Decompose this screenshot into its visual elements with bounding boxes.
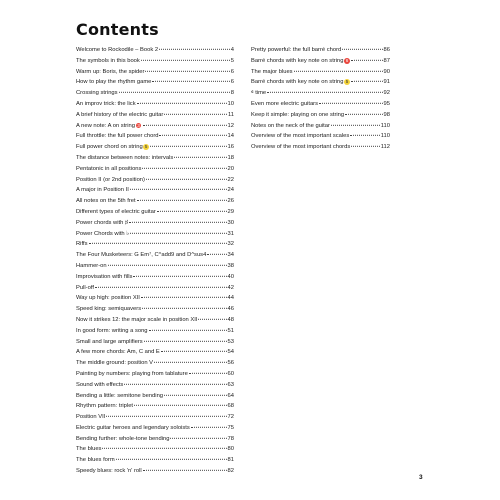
toc-entry[interactable]	[251, 131, 390, 142]
dot-leader	[142, 308, 226, 309]
toc-entry[interactable]	[76, 326, 234, 337]
dot-leader	[143, 470, 227, 471]
dot-leader	[145, 70, 229, 71]
dot-leader	[130, 189, 227, 190]
toc-entry[interactable]	[76, 369, 234, 380]
toc-entry[interactable]	[76, 293, 234, 304]
toc-page-number: 82	[227, 468, 234, 475]
toc-page-number: 53	[227, 338, 234, 345]
toc-entry-title: Even more electric guitars	[251, 100, 319, 107]
toc-entry[interactable]	[76, 283, 234, 294]
toc-entry-title: Full throttle: the full power chord	[76, 133, 159, 140]
toc-entry[interactable]	[76, 229, 234, 240]
toc-page-number: 31	[227, 230, 234, 237]
toc-page-number: 63	[227, 381, 234, 388]
string-number-badge: 3	[137, 122, 140, 128]
toc-entry-title: Crossing strings	[76, 90, 118, 97]
toc-entry-title: Overview of the most important scales	[251, 133, 350, 140]
toc-entry[interactable]	[76, 207, 234, 218]
toc-page-number: 26	[227, 198, 234, 205]
toc-entry[interactable]	[76, 239, 234, 250]
toc-entry[interactable]	[251, 99, 390, 110]
toc-entry-title: How to play the rhythm game	[76, 79, 152, 86]
dot-leader	[89, 243, 227, 244]
toc-entry-title: Barré chords with key note on string	[251, 57, 344, 64]
toc-entry[interactable]	[76, 315, 234, 326]
toc-entry[interactable]	[76, 110, 234, 121]
toc-page-number: 51	[227, 327, 234, 334]
toc-entry[interactable]	[76, 412, 234, 423]
toc-page-number: 81	[227, 457, 234, 464]
dot-leader	[102, 448, 226, 449]
toc-page-number: 18	[227, 154, 234, 161]
toc-entry-title: Overview of the most important chords	[251, 144, 351, 151]
toc-page-number: 29	[227, 208, 234, 215]
dot-leader	[157, 211, 227, 212]
toc-entry[interactable]	[251, 45, 390, 56]
toc-entry[interactable]	[76, 272, 234, 283]
toc-page-number: 68	[227, 403, 234, 410]
toc-page-number: 95	[383, 100, 390, 107]
dot-leader	[141, 297, 227, 298]
dot-leader	[191, 427, 227, 428]
toc-entry[interactable]	[251, 67, 390, 78]
toc-entry[interactable]	[76, 196, 234, 207]
toc-page-number: 32	[227, 241, 234, 248]
toc-page-number: 30	[227, 219, 234, 226]
toc-entry-title: Sound with effects	[76, 381, 124, 388]
toc-entry[interactable]	[76, 131, 234, 142]
dot-leader	[331, 124, 380, 125]
dot-leader	[342, 49, 382, 50]
dot-leader	[134, 405, 227, 406]
dot-leader	[351, 81, 382, 82]
dot-leader	[164, 114, 227, 115]
toc-page-number: 46	[227, 306, 234, 313]
dot-leader	[189, 373, 227, 374]
toc-page-number: 110	[380, 133, 390, 140]
dot-leader	[106, 416, 226, 417]
dot-leader	[119, 92, 230, 93]
toc-page-number: 5	[230, 57, 234, 64]
toc-entry-title: Rhythm pattern: triplet	[76, 403, 134, 410]
dot-leader	[146, 178, 227, 179]
toc-entry[interactable]	[76, 164, 234, 175]
dot-leader	[154, 362, 227, 363]
toc-entry[interactable]	[251, 77, 390, 88]
dot-leader	[152, 81, 229, 82]
toc-entry[interactable]	[251, 110, 390, 121]
dot-leader	[142, 168, 226, 169]
dot-leader	[174, 157, 226, 158]
toc-entry-title: Different types of electric guitar	[76, 208, 156, 215]
toc-page-number: 90	[383, 68, 390, 75]
toc-entry-title: Pretty powerful: the full barré chord	[251, 47, 342, 53]
toc-entry[interactable]	[76, 142, 234, 153]
dot-leader	[319, 103, 383, 104]
dot-leader	[129, 222, 227, 223]
dot-leader	[351, 146, 380, 147]
toc-entry-title: Bending further: whole-tone bending	[76, 435, 170, 442]
toc-page-number: 11	[227, 111, 234, 118]
toc-entry-title: Hammer-on	[76, 262, 107, 269]
toc-entry-title: Warm up: Boris, the spider	[76, 68, 145, 75]
toc-page-number: 14	[227, 133, 234, 140]
toc-entry[interactable]	[76, 380, 234, 391]
dot-leader	[116, 459, 227, 460]
toc-entry-title: Way up high: position XII	[76, 295, 140, 302]
toc-entry-title: The blues	[76, 446, 102, 453]
toc-entry-title: Pentatonic in all positions	[76, 165, 142, 172]
toc-entry[interactable]	[76, 153, 234, 164]
toc-entry-title: A major in Position II	[76, 187, 129, 194]
toc-entry[interactable]	[76, 347, 234, 358]
dot-leader	[345, 114, 382, 115]
string-number-badge: 6	[345, 57, 349, 63]
toc-entry[interactable]	[76, 304, 234, 315]
dot-leader	[149, 330, 227, 331]
toc-entry-title: Keep it simple: playing on one string	[251, 111, 345, 118]
toc-entry[interactable]	[76, 218, 234, 229]
toc-entry-title: Electric guitar heroes and legendary soloists	[76, 424, 190, 431]
toc-page-number: 44	[227, 295, 234, 302]
toc-entry-title: Painting by numbers: playing from tablature	[76, 370, 188, 377]
toc-entry-title: Improvisation with fills	[76, 273, 133, 280]
toc-entry[interactable]	[76, 401, 234, 412]
toc-entry-title: A brief history of the electric guitar	[76, 111, 164, 118]
dot-leader	[161, 351, 227, 352]
toc-page-number: 6	[230, 79, 234, 86]
toc-entry-title: The Four Musketeers: G Em⁷, C^add9 and D^sus4	[76, 252, 207, 259]
dot-leader	[170, 437, 226, 438]
toc-entry[interactable]	[76, 99, 234, 110]
toc-entry-title: Bending a little: semitone bending	[76, 392, 164, 399]
dot-leader	[137, 103, 227, 104]
dot-leader	[141, 60, 230, 61]
page-number: 3	[419, 474, 423, 481]
toc-page-number: 8	[230, 90, 234, 97]
toc-entry-title: The blues form	[76, 457, 115, 464]
toc-entry[interactable]	[76, 455, 234, 466]
dot-leader	[143, 124, 227, 125]
toc-page-number: 98	[383, 111, 390, 118]
toc-page-number: 87	[383, 57, 390, 64]
toc-entry[interactable]	[76, 45, 234, 56]
toc-page-number: 38	[227, 262, 234, 269]
toc-entry[interactable]	[76, 261, 234, 272]
toc-entry-title: Now it strikes 12: the major scale in position XII	[76, 316, 198, 323]
dot-leader	[95, 286, 227, 287]
dot-leader	[198, 319, 226, 320]
toc-entry[interactable]	[76, 185, 234, 196]
toc-entry-title: Position II (or 2nd position)	[76, 176, 145, 183]
toc-entry[interactable]	[251, 121, 390, 132]
dot-leader	[144, 340, 227, 341]
toc-entry-title: A new note: A on string	[76, 122, 135, 129]
string-number-badge: 5	[144, 144, 148, 150]
toc-column-left	[76, 45, 234, 477]
dot-leader	[351, 60, 382, 61]
toc-entry-title: Speed king: semiquavers	[76, 306, 142, 313]
toc-entry[interactable]	[76, 337, 234, 348]
dot-leader	[124, 384, 226, 385]
dot-leader	[164, 394, 227, 395]
dot-leader	[108, 265, 227, 266]
toc-entry[interactable]	[76, 121, 234, 132]
dot-leader	[133, 276, 226, 277]
toc-page-number: 40	[227, 273, 234, 280]
dot-leader	[137, 200, 227, 201]
toc-page-number: 4	[230, 47, 234, 53]
toc-page-number: 12	[227, 122, 234, 129]
toc-entry-title: 𝄴 time	[251, 90, 267, 97]
dot-leader	[294, 70, 383, 71]
toc-entry-title: Position VII	[76, 414, 106, 421]
toc-page-number: 75	[227, 424, 234, 431]
toc-entry[interactable]	[76, 434, 234, 445]
toc-entry-title: The distance between notes: intervals	[76, 154, 174, 161]
toc-entry-title: Barré chords with key note on string	[251, 79, 344, 86]
toc-entry-title: Power Chords with ♭	[76, 230, 129, 237]
toc-page-number: 92	[383, 90, 390, 97]
toc-entry-title: Pull-off	[76, 284, 94, 291]
toc-entry-title: Small and large amplifiers	[76, 338, 143, 345]
dot-leader	[267, 92, 382, 93]
toc-page-number: 48	[227, 316, 234, 323]
toc-entry-title: Notes on the neck of the guitar	[251, 122, 330, 129]
toc-entry-title: In good form: writing a song	[76, 327, 148, 334]
toc-entry[interactable]	[76, 466, 234, 477]
toc-entry[interactable]	[76, 358, 234, 369]
toc-entry-title: The middle ground: position V	[76, 360, 154, 367]
toc-page-number: 6	[230, 68, 234, 75]
toc-entry[interactable]	[76, 175, 234, 186]
toc-page-number: 16	[227, 144, 234, 151]
toc-page-number: 112	[380, 144, 390, 151]
toc-entry-title: The major blues	[251, 68, 293, 75]
dot-leader	[350, 135, 379, 136]
toc-entry-title: Full power chord on string	[76, 144, 143, 151]
toc-entry-title: Power chords with ♯	[76, 219, 128, 226]
toc-entry[interactable]	[76, 391, 234, 402]
toc-page-number: 20	[227, 165, 234, 172]
toc-entry-title: Welcome to Rockodile – Book 2	[76, 47, 159, 53]
toc-entry[interactable]	[76, 88, 234, 99]
contents-title: Contents	[76, 20, 159, 39]
toc-entry-title: Riffs	[76, 241, 88, 248]
toc-page-number: 10	[227, 100, 234, 107]
toc-page-number: 22	[227, 176, 234, 183]
toc-entry[interactable]	[76, 56, 234, 67]
toc-page-number: 34	[227, 252, 234, 259]
toc-entry[interactable]	[76, 423, 234, 434]
toc-page-number: 78	[227, 435, 234, 442]
toc-page-number: 91	[383, 79, 390, 86]
toc-page-number: 86	[383, 47, 390, 53]
toc-page-number: 72	[227, 414, 234, 421]
toc-entry-title: A few more chords: Am, C and E	[76, 349, 160, 356]
toc-entry[interactable]	[76, 250, 234, 261]
dot-leader	[150, 146, 226, 147]
toc-entry[interactable]	[76, 444, 234, 455]
toc-page-number: 42	[227, 284, 234, 291]
toc-entry[interactable]	[76, 67, 234, 78]
toc-page-number: 24	[227, 187, 234, 194]
toc-entry[interactable]	[251, 56, 390, 67]
dot-leader	[207, 254, 226, 255]
toc-entry-title: An improv trick: the lick	[76, 100, 136, 107]
string-number-badge: 5	[345, 79, 349, 85]
toc-page-number: 110	[380, 122, 390, 129]
toc-page-number: 80	[227, 446, 234, 453]
dot-leader	[159, 49, 230, 50]
toc-column-right	[251, 45, 390, 153]
toc-entry-title: The symbols in this book	[76, 57, 140, 64]
toc-page-number: 64	[227, 392, 234, 399]
toc-entry[interactable]	[251, 88, 390, 99]
toc-entry[interactable]	[251, 142, 390, 153]
toc-entry-title: All notes on the 5th fret	[76, 198, 136, 205]
dot-leader	[159, 135, 226, 136]
toc-page-number: 60	[227, 370, 234, 377]
toc-entry[interactable]	[76, 77, 234, 88]
toc-entry-title: Speedy blues: rock 'n' roll	[76, 468, 142, 475]
dot-leader	[130, 232, 227, 233]
toc-page-number: 54	[227, 349, 234, 356]
toc-page-number: 56	[227, 360, 234, 367]
